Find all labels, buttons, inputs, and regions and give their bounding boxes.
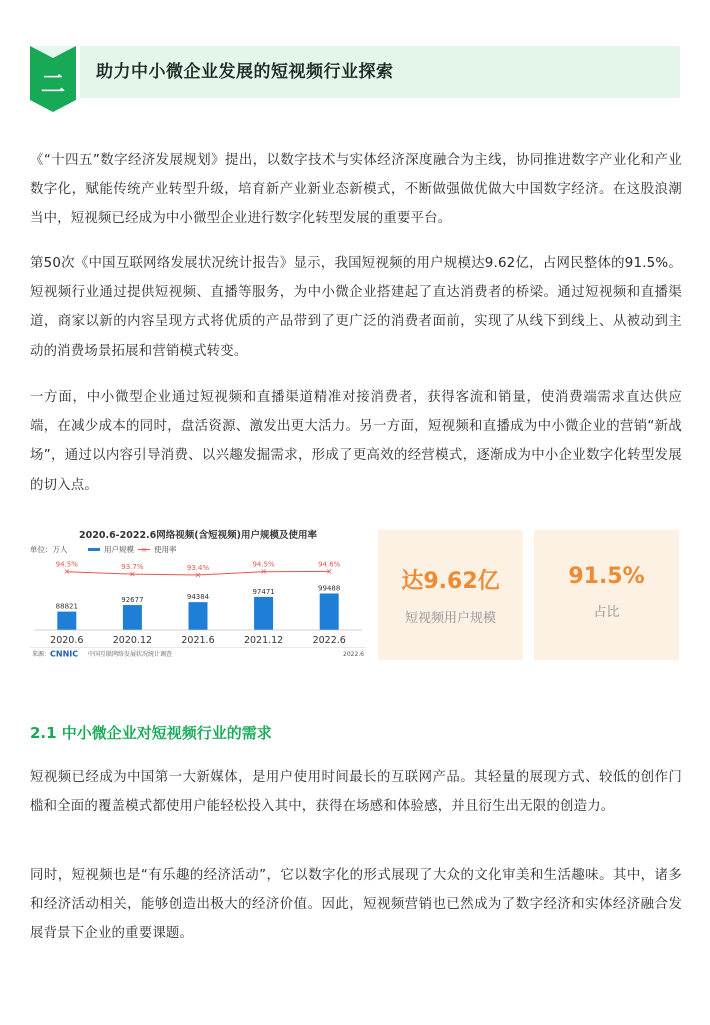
- rate-point-marker: ×: [63, 567, 71, 577]
- paragraph-intro: 《“十四五”数字经济发展规划》提出，以数字技术与实体经济深度融合为主线，协同推进数字产业化和产业数字化，赋能传统产业转型升级，培育新产业新业态新模式，不断做强做优做大中国数字经济。在这股浪潮当中，短视频已经成为中小微型企业进行数字化转型发展的重要平台。: [30, 153, 682, 227]
- subsection-title: 2.1 中小微企业对短视频行业的需求: [30, 724, 272, 742]
- bar-value-label: 97471: [252, 587, 275, 596]
- chart-title: 2020.6-2022.6网络视频(含短视频)用户规模及使用率: [79, 530, 317, 541]
- user-scale-chart: [30, 526, 366, 660]
- legend-line-marker: ×: [141, 546, 147, 554]
- stat-users-value: 达9.62亿: [401, 569, 500, 594]
- bar-2021.6: [189, 602, 208, 630]
- section-header: [30, 46, 680, 98]
- rate-point-marker: ×: [194, 570, 202, 580]
- cnnic-logo: CNNIC: [50, 649, 79, 659]
- bar-value-label: 92677: [121, 596, 144, 605]
- paragraph-economy: 同时，短视频也是“有乐趣的经济活动”，它以数字化的形式展现了大众的文化审美和生活趣味。其中，诸多和经济活动相关，能够创造出极大的经济价值。因此，短视频营销也已然成为了数字经济和实体经济融合发展背景下企业的重要课题。: [30, 868, 682, 942]
- section-title: 助力中小微企业发展的短视频行业探索: [96, 62, 394, 82]
- stat-card-share: [534, 530, 679, 660]
- rate-point-marker: ×: [260, 567, 267, 577]
- chart-source-prefix: 来源：: [32, 651, 51, 658]
- rate-value-label: 93.7%: [121, 563, 144, 572]
- bar-2020.6: [57, 612, 76, 630]
- bar-value-label: 99488: [318, 584, 341, 593]
- chart-date: 2022.6: [343, 651, 364, 658]
- stat-share-value: 91.5%: [568, 564, 645, 589]
- bar-2021.12: [254, 597, 273, 630]
- bar-value-label: 88821: [55, 602, 78, 611]
- chart-source-text: 中国互联网络发展状况统计调查: [88, 651, 173, 658]
- rate-value-label: 94.5%: [252, 560, 275, 569]
- paragraph-channels: 一方面，中小微型企业通过短视频和直播渠道精准对接消费者，获得客流和销量，使消费端需求直达供应端，在减少成本的同时，盘活资源、激发出更大活力。另一方面，短视频和直播成为中小微企业的营销“新战场”，通过以内容引导消费、以兴趣发掘需求，形成了更高效的经营模式，逐渐成为中小企业数字化转型发展的切入点。: [30, 390, 682, 493]
- x-tick-label: 2021.6: [181, 635, 215, 646]
- rate-point-marker: ×: [129, 569, 136, 579]
- paragraph-report: 第50次《中国互联网络发展状况统计报告》显示，我国短视频的用户规模达9.62亿，占网民整体的91.5%。短视频行业通过提供短视频、直播等服务，为中小微企业搭建起了直达消费者的桥梁。通过短视频和直播渠道，商家以新的内容呈现方式将优质的产品带到了更广泛的消费者面前，实现了从线下到线上、从被动到主动的消费场景拓展和营销模式转变。: [30, 256, 682, 359]
- section-number: 二: [41, 70, 65, 98]
- stat-share-label: 占比: [593, 605, 620, 620]
- bar-value-label: 94384: [186, 593, 210, 602]
- x-tick-label: 2022.6: [312, 635, 346, 646]
- x-tick-label: 2020.6: [50, 635, 84, 646]
- rate-point-marker: ×: [325, 566, 333, 576]
- rate-value-label: 94.5%: [55, 560, 78, 569]
- chart-unit-label: 单位：万人: [30, 545, 68, 554]
- rate-value-label: 94.6%: [318, 560, 341, 569]
- x-tick-label: 2021.12: [243, 635, 284, 646]
- bar-2020.12: [123, 605, 142, 630]
- legend-bar-swatch: [88, 548, 100, 551]
- legend-bar-label: 用户规模: [104, 545, 134, 554]
- bar-2022.6: [320, 593, 339, 630]
- legend-line-label: 使用率: [154, 545, 177, 554]
- stat-users-label: 短视频用户规模: [404, 611, 496, 626]
- section-number-badge: [30, 46, 76, 112]
- x-tick-label: 2020.12: [112, 635, 153, 646]
- rate-value-label: 93.4%: [186, 564, 210, 572]
- paragraph-new-media: 短视频已经成为中国第一大新媒体，是用户使用时间最长的互联网产品。其轻量的展现方式、较低的创作门槛和全面的覆盖模式都使用户能轻松投入其中，获得在场感和体验感，并且衍生出无限的创造力。: [30, 770, 682, 815]
- chart-svg: [30, 526, 366, 660]
- stat-card-users: [378, 530, 523, 660]
